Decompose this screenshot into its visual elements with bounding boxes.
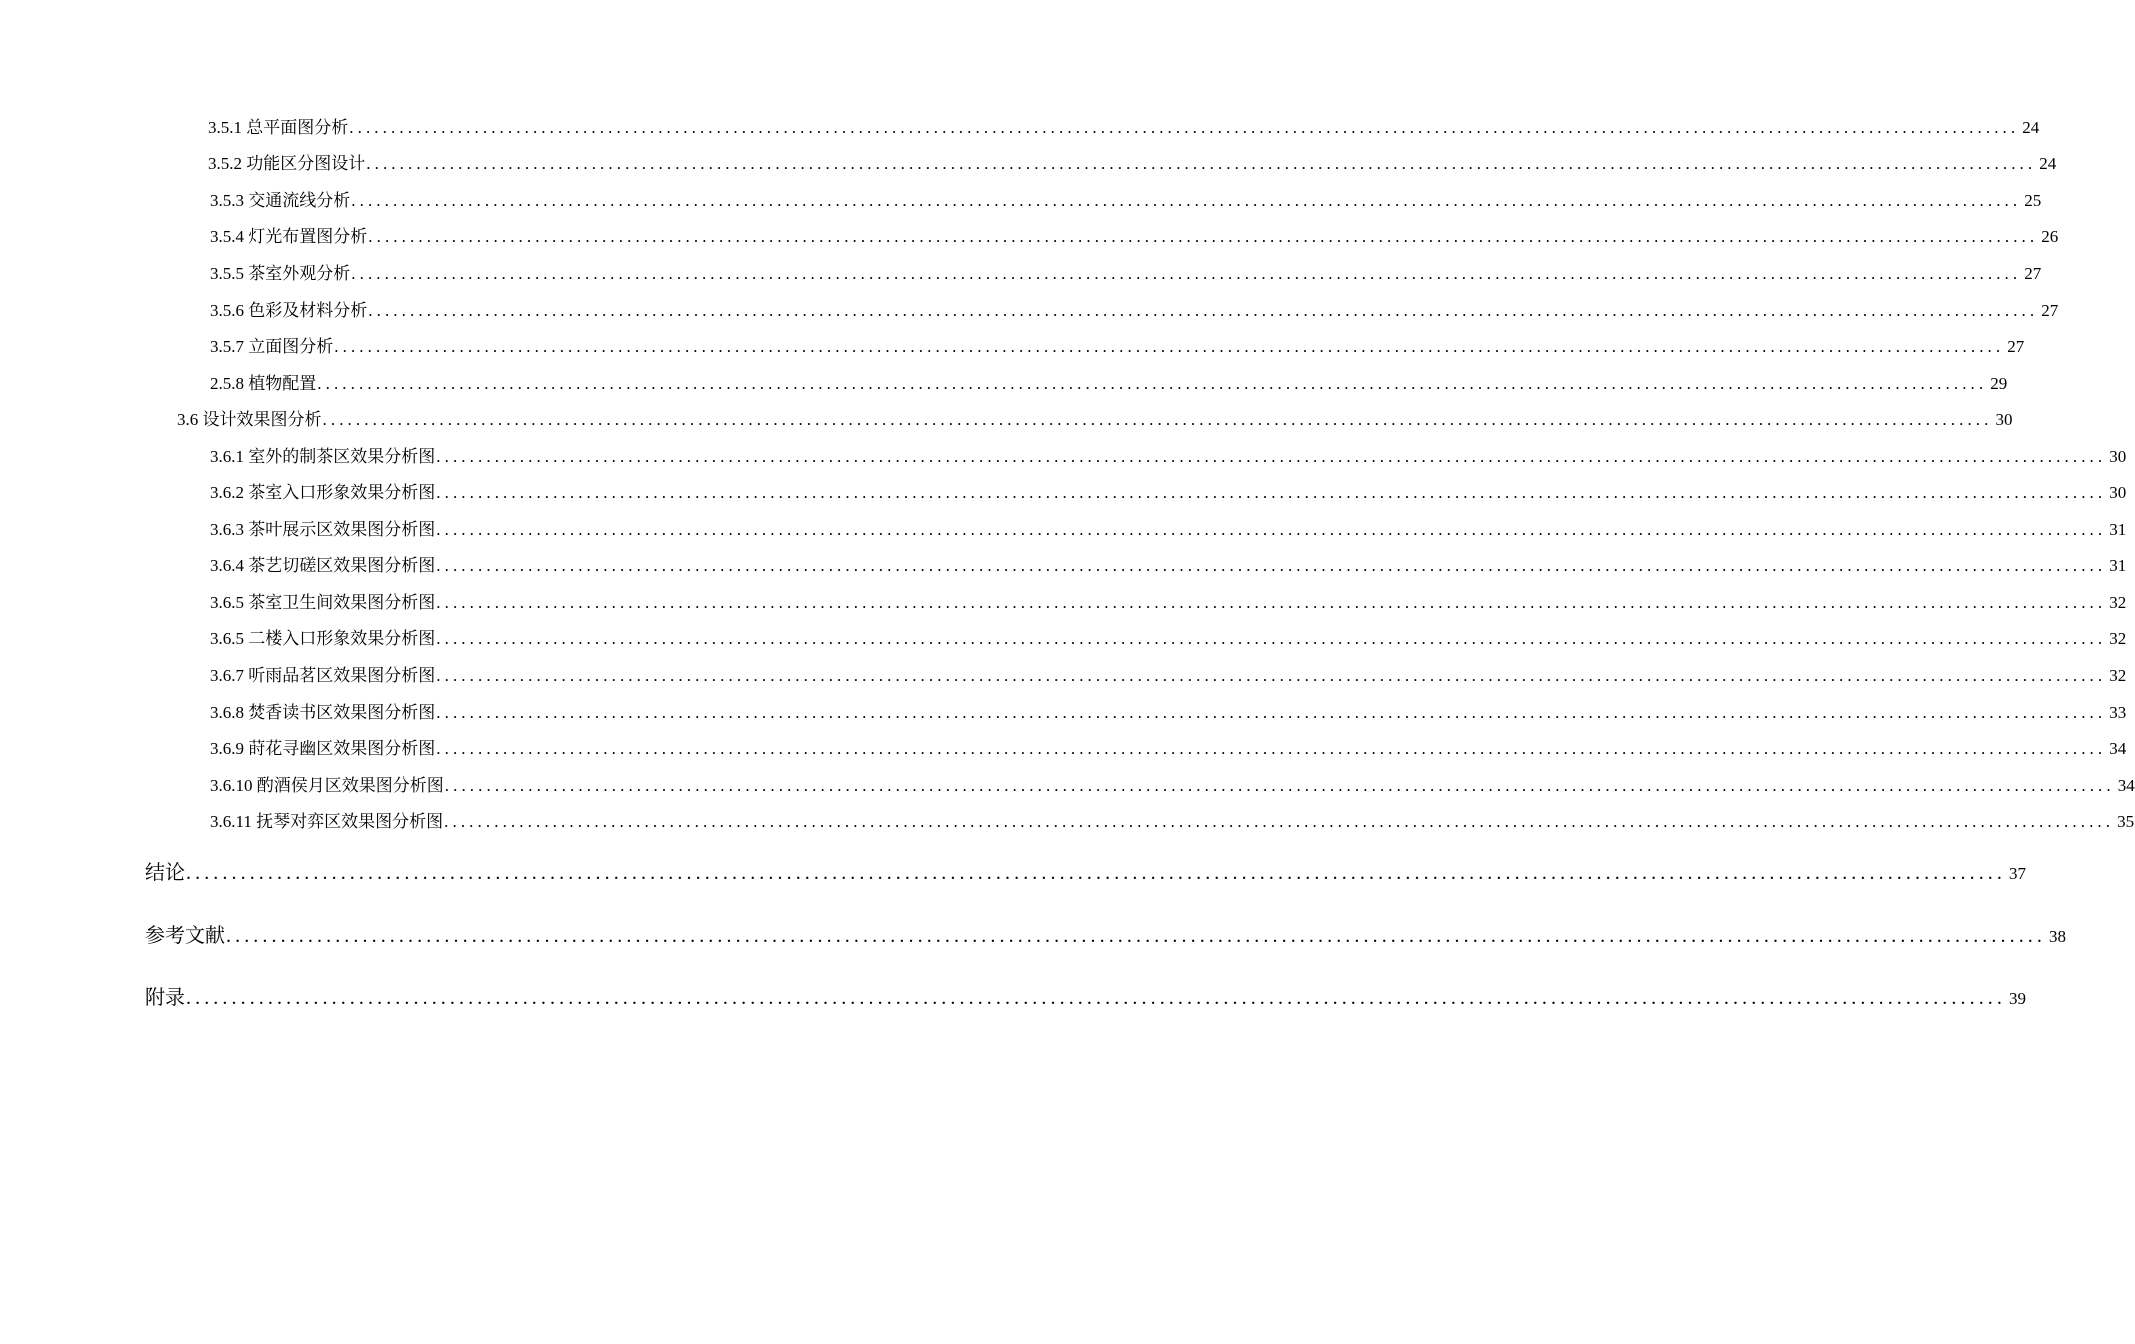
toc-entry[interactable]	[210, 664, 2127, 688]
dot-leader: ........................................................................................................................................................................................................	[436, 739, 2107, 758]
dot-leader: ........................................................................................................................................................................................................	[436, 666, 2107, 685]
toc-entry-page: 25	[2024, 191, 2042, 210]
toc-entry[interactable]	[208, 116, 2040, 140]
toc-entry-page: 30	[2109, 483, 2127, 502]
toc-entry-page: 34	[2117, 776, 2135, 795]
toc-entry-page: 31	[2109, 520, 2127, 539]
toc-entry-page: 30	[2109, 447, 2127, 466]
toc-entry[interactable]	[210, 262, 2042, 286]
toc-entry[interactable]	[210, 737, 2127, 761]
toc-entry[interactable]	[210, 591, 2127, 615]
toc-entry-references[interactable]	[145, 923, 2066, 947]
toc-entry-label: 2.5.8 植物配置	[210, 374, 317, 393]
dot-leader: ........................................................................................................................................................................................................	[368, 301, 2039, 320]
toc-entry-page: 32	[2109, 593, 2127, 612]
toc-entry[interactable]	[210, 189, 2042, 213]
dot-leader: ........................................................................................................................................................................................................	[368, 227, 2039, 246]
toc-entry[interactable]	[210, 372, 2008, 396]
toc-entry-page: 29	[1990, 374, 2008, 393]
toc-entry-page: 32	[2109, 666, 2127, 685]
toc-entry[interactable]	[210, 774, 2135, 798]
toc-entry[interactable]	[210, 335, 2025, 359]
toc-entry[interactable]	[210, 445, 2127, 469]
toc-entry-label: 3.6.8 焚香读书区效果图分析图	[210, 703, 436, 722]
dot-leader: ........................................................................................................................................................................................................	[226, 925, 2046, 947]
toc-entry[interactable]	[210, 518, 2127, 542]
toc-entry-label: 3.6.3 茶叶展示区效果图分析图	[210, 520, 436, 539]
toc-entry-label: 3.6.5 二楼入口形象效果分析图	[210, 629, 436, 648]
toc-entry-label: 附录	[145, 985, 185, 1009]
toc-entry[interactable]	[210, 627, 2127, 651]
toc-entry[interactable]	[210, 225, 2059, 249]
dot-leader: ........................................................................................................................................................................................................	[351, 191, 2022, 210]
toc-entry[interactable]	[210, 554, 2127, 578]
toc-entry[interactable]	[210, 701, 2127, 725]
toc-entry-page: 24	[2039, 154, 2057, 173]
toc-entry-label: 3.5.7 立面图分析	[210, 337, 334, 356]
toc-entry-label: 3.6.7 听雨品茗区效果图分析图	[210, 666, 436, 685]
dot-leader: ........................................................................................................................................................................................................	[186, 987, 2006, 1009]
toc-entry-label: 3.6.4 茶艺切磋区效果图分析图	[210, 556, 436, 575]
toc-entry[interactable]	[208, 152, 2057, 176]
toc-entry-appendix[interactable]	[145, 985, 2026, 1009]
dot-leader: ........................................................................................................................................................................................................	[436, 447, 2107, 466]
toc-entry-label: 3.5.4 灯光布置图分析	[210, 227, 368, 246]
dot-leader: ........................................................................................................................................................................................................	[186, 862, 2006, 884]
dot-leader: ........................................................................................................................................................................................................	[444, 812, 2115, 831]
toc-entry-label: 3.6.5 茶室卫生间效果图分析图	[210, 593, 436, 612]
toc-entry-page: 27	[2041, 301, 2059, 320]
toc-entry-page: 24	[2022, 118, 2040, 137]
toc-entry-page: 33	[2109, 703, 2127, 722]
toc-entry-label: 参考文献	[145, 923, 225, 947]
toc-entry-label: 3.6.9 莳花寻幽区效果图分析图	[210, 739, 436, 758]
dot-leader: ........................................................................................................................................................................................................	[366, 154, 2037, 173]
toc-entry[interactable]	[210, 481, 2127, 505]
toc-entry[interactable]	[210, 810, 2135, 834]
toc-entry-label: 3.5.5 茶室外观分析	[210, 264, 351, 283]
dot-leader: ........................................................................................................................................................................................................	[436, 703, 2107, 722]
toc-entry-label: 3.6.10 酌酒侯月区效果图分析图	[210, 776, 444, 795]
toc-entry-label: 3.6.1 室外的制茶区效果分析图	[210, 447, 436, 466]
toc-entry-label: 3.6.11 抚琴对弈区效果图分析图	[210, 812, 444, 831]
toc-entry-label: 结论	[145, 860, 185, 884]
dot-leader: ........................................................................................................................................................................................................	[436, 629, 2107, 648]
toc-entry-page: 32	[2109, 629, 2127, 648]
dot-leader: ........................................................................................................................................................................................................	[444, 776, 2115, 795]
toc-entry-label: 3.6 设计效果图分析	[177, 410, 322, 429]
dot-leader: ........................................................................................................................................................................................................	[436, 593, 2107, 612]
dot-leader: ........................................................................................................................................................................................................	[334, 337, 2005, 356]
dot-leader: ........................................................................................................................................................................................................	[322, 410, 1993, 429]
toc-entry-page: 31	[2109, 556, 2127, 575]
toc-entry-label: 3.6.2 茶室入口形象效果分析图	[210, 483, 436, 502]
toc-entry-label: 3.5.1 总平面图分析	[208, 118, 349, 137]
dot-leader: ........................................................................................................................................................................................................	[436, 483, 2107, 502]
dot-leader: ........................................................................................................................................................................................................	[317, 374, 1988, 393]
toc-entry-page: 34	[2109, 739, 2127, 758]
toc-entry-page: 26	[2041, 227, 2059, 246]
toc-entry-conclusion[interactable]	[145, 860, 2026, 884]
dot-leader: ........................................................................................................................................................................................................	[436, 556, 2107, 575]
toc-entry-page: 35	[2117, 812, 2135, 831]
toc-entry-page: 38	[2049, 927, 2066, 946]
toc-entry-page: 30	[1995, 410, 2013, 429]
toc-entry-page: 27	[2024, 264, 2042, 283]
toc-entry[interactable]	[210, 299, 2059, 323]
toc-entry-page: 37	[2009, 864, 2026, 883]
dot-leader: ........................................................................................................................................................................................................	[349, 118, 2020, 137]
toc-entry-label: 3.5.6 色彩及材料分析	[210, 301, 368, 320]
toc-entry-page: 39	[2009, 989, 2026, 1008]
toc-entry[interactable]	[177, 408, 2013, 432]
toc-entry-label: 3.5.2 功能区分图设计	[208, 154, 366, 173]
dot-leader: ........................................................................................................................................................................................................	[436, 520, 2107, 539]
dot-leader: ........................................................................................................................................................................................................	[351, 264, 2022, 283]
toc-entry-label: 3.5.3 交通流线分析	[210, 191, 351, 210]
toc-entry-page: 27	[2007, 337, 2025, 356]
